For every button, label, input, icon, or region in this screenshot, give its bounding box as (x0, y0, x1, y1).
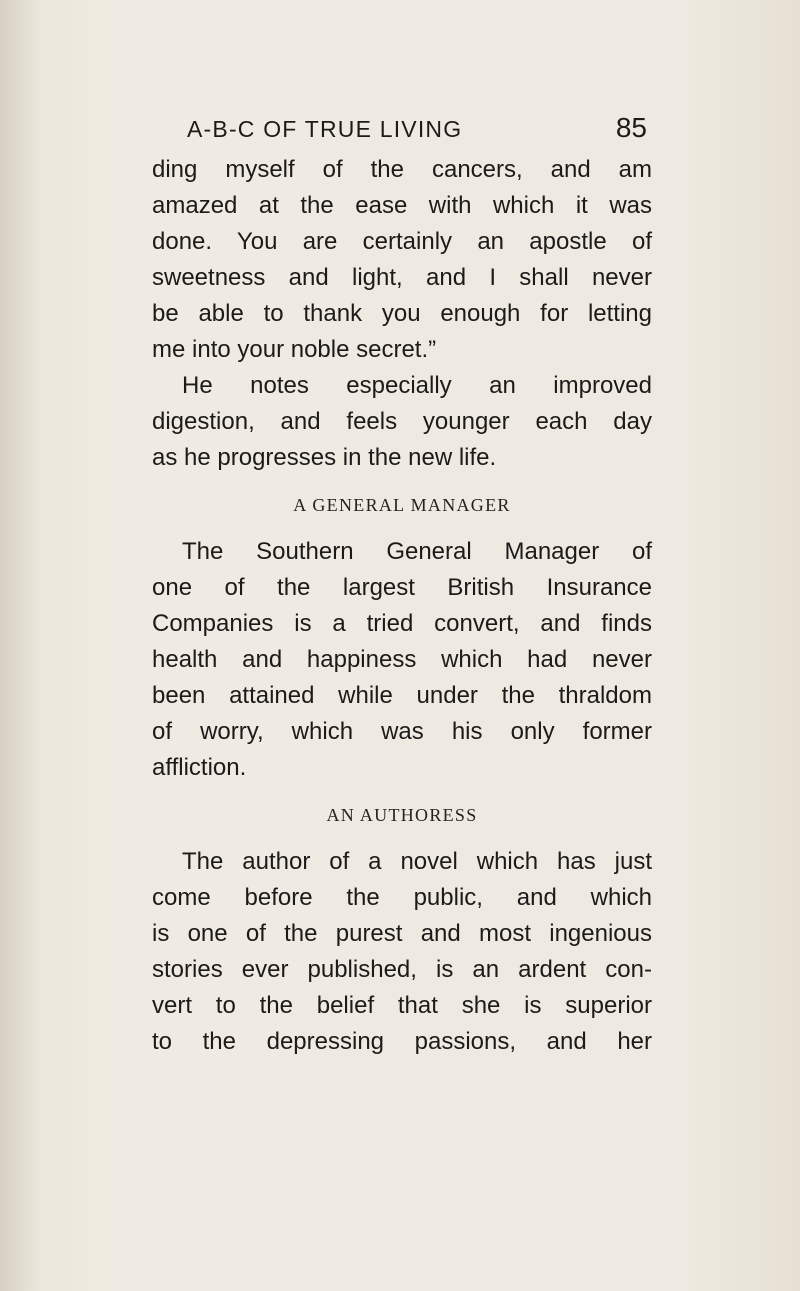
paragraph-line: of worry, which was his only former (152, 718, 652, 745)
paragraph-line: amazed at the ease with which it was (152, 192, 652, 219)
paragraph-line: one of the largest British Insurance (152, 574, 652, 601)
paragraph-line: is one of the purest and most ingenious (152, 920, 652, 947)
paragraph-line: He notes especially an improved (182, 372, 652, 399)
paragraph-line: to the depressing passions, and her (152, 1028, 652, 1055)
paragraph-line: come before the public, and which (152, 884, 652, 911)
paragraph-line: stories ever published, is an ardent con- (152, 956, 652, 983)
paragraph-line: Companies is a tried convert, and finds (152, 610, 652, 637)
paragraph-line: health and happiness which had never (152, 646, 652, 673)
paragraph-line: me into your noble secret.” (152, 336, 437, 363)
paragraph-line: done. You are certainly an apostle of (152, 228, 652, 255)
running-head (187, 112, 647, 144)
section-heading: AN AUTHORESS (326, 805, 478, 825)
running-head-title: A-B-C OF TRUE LIVING (187, 116, 463, 142)
page-text (152, 152, 652, 1060)
paragraph-line: been attained while under the thraldom (152, 682, 652, 709)
paragraph-line: as he progresses in the new life. (152, 444, 497, 471)
paragraph-line: vert to the belief that she is superior (152, 992, 652, 1019)
paragraph-line: digestion, and feels younger each day (152, 408, 652, 435)
paragraph-line: be able to thank you enough for letting (152, 300, 652, 327)
paragraph-line: sweetness and light, and I shall never (152, 264, 652, 291)
paragraph-line: The Southern General Manager of (182, 538, 652, 565)
paragraph-line: The author of a novel which has just (182, 848, 652, 875)
paragraph-line: ding myself of the cancers, and am (152, 156, 652, 183)
page-number: 85 (615, 112, 647, 143)
paragraph-line: affliction. (152, 754, 247, 781)
section-heading: A GENERAL MANAGER (293, 495, 511, 515)
